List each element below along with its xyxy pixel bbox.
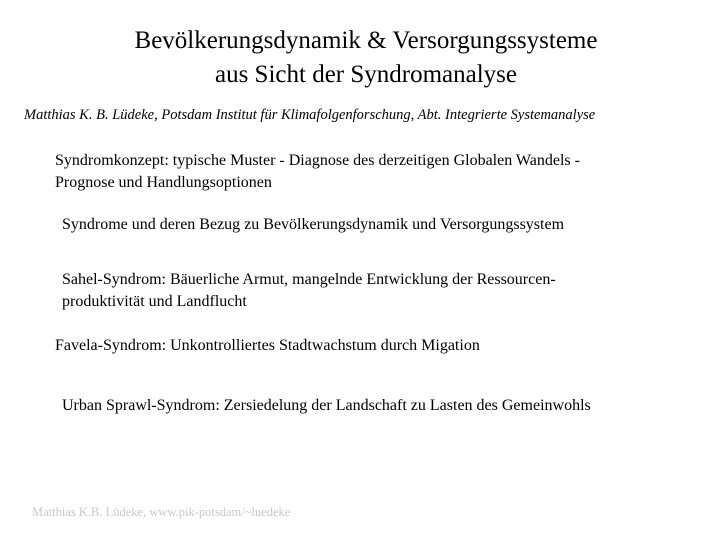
author-line: Matthias K. B. Lüdeke, Potsdam Institut für Klimafolgenforschung, Abt. Integrierte Systemanalyse	[24, 107, 596, 123]
footer-credit: Matthias K.B. Lüdeke, www.pik-potsdam/~luedeke	[32, 505, 291, 519]
list-item-line: Prognose und Handlungsoptionen	[55, 174, 272, 191]
list-item-line: Syndromkonzept: typische Muster - Diagnose des derzeitigen Globalen Wandels -	[55, 152, 580, 169]
list-item-line: Sahel-Syndrom: Bäuerliche Armut, mangelnde Entwicklung der Ressourcen-	[62, 271, 556, 288]
list-item-urban-sprawl-syndrom	[62, 395, 591, 417]
list-item-syndromkonzept	[55, 150, 580, 194]
list-item-syndrome-bezug	[62, 214, 564, 236]
list-item-sahel-syndrom	[62, 269, 556, 313]
slide-title	[0, 24, 720, 92]
list-item-favela-syndrom	[55, 335, 480, 357]
title-line-1: Bevölkerungsdynamik & Versorgungssysteme	[134, 27, 598, 54]
list-item-line: Urban Sprawl-Syndrom: Zersiedelung der Landschaft zu Lasten des Gemeinwohls	[62, 397, 591, 414]
title-line-2: aus Sicht der Syndromanalyse	[214, 61, 518, 88]
list-item-line: Favela-Syndrom: Unkontrolliertes Stadtwachstum durch Migation	[55, 337, 480, 354]
list-item-line: produktivität und Landflucht	[62, 293, 247, 310]
list-item-line: Syndrome und deren Bezug zu Bevölkerungsdynamik und Versorgungssystem	[62, 216, 565, 233]
